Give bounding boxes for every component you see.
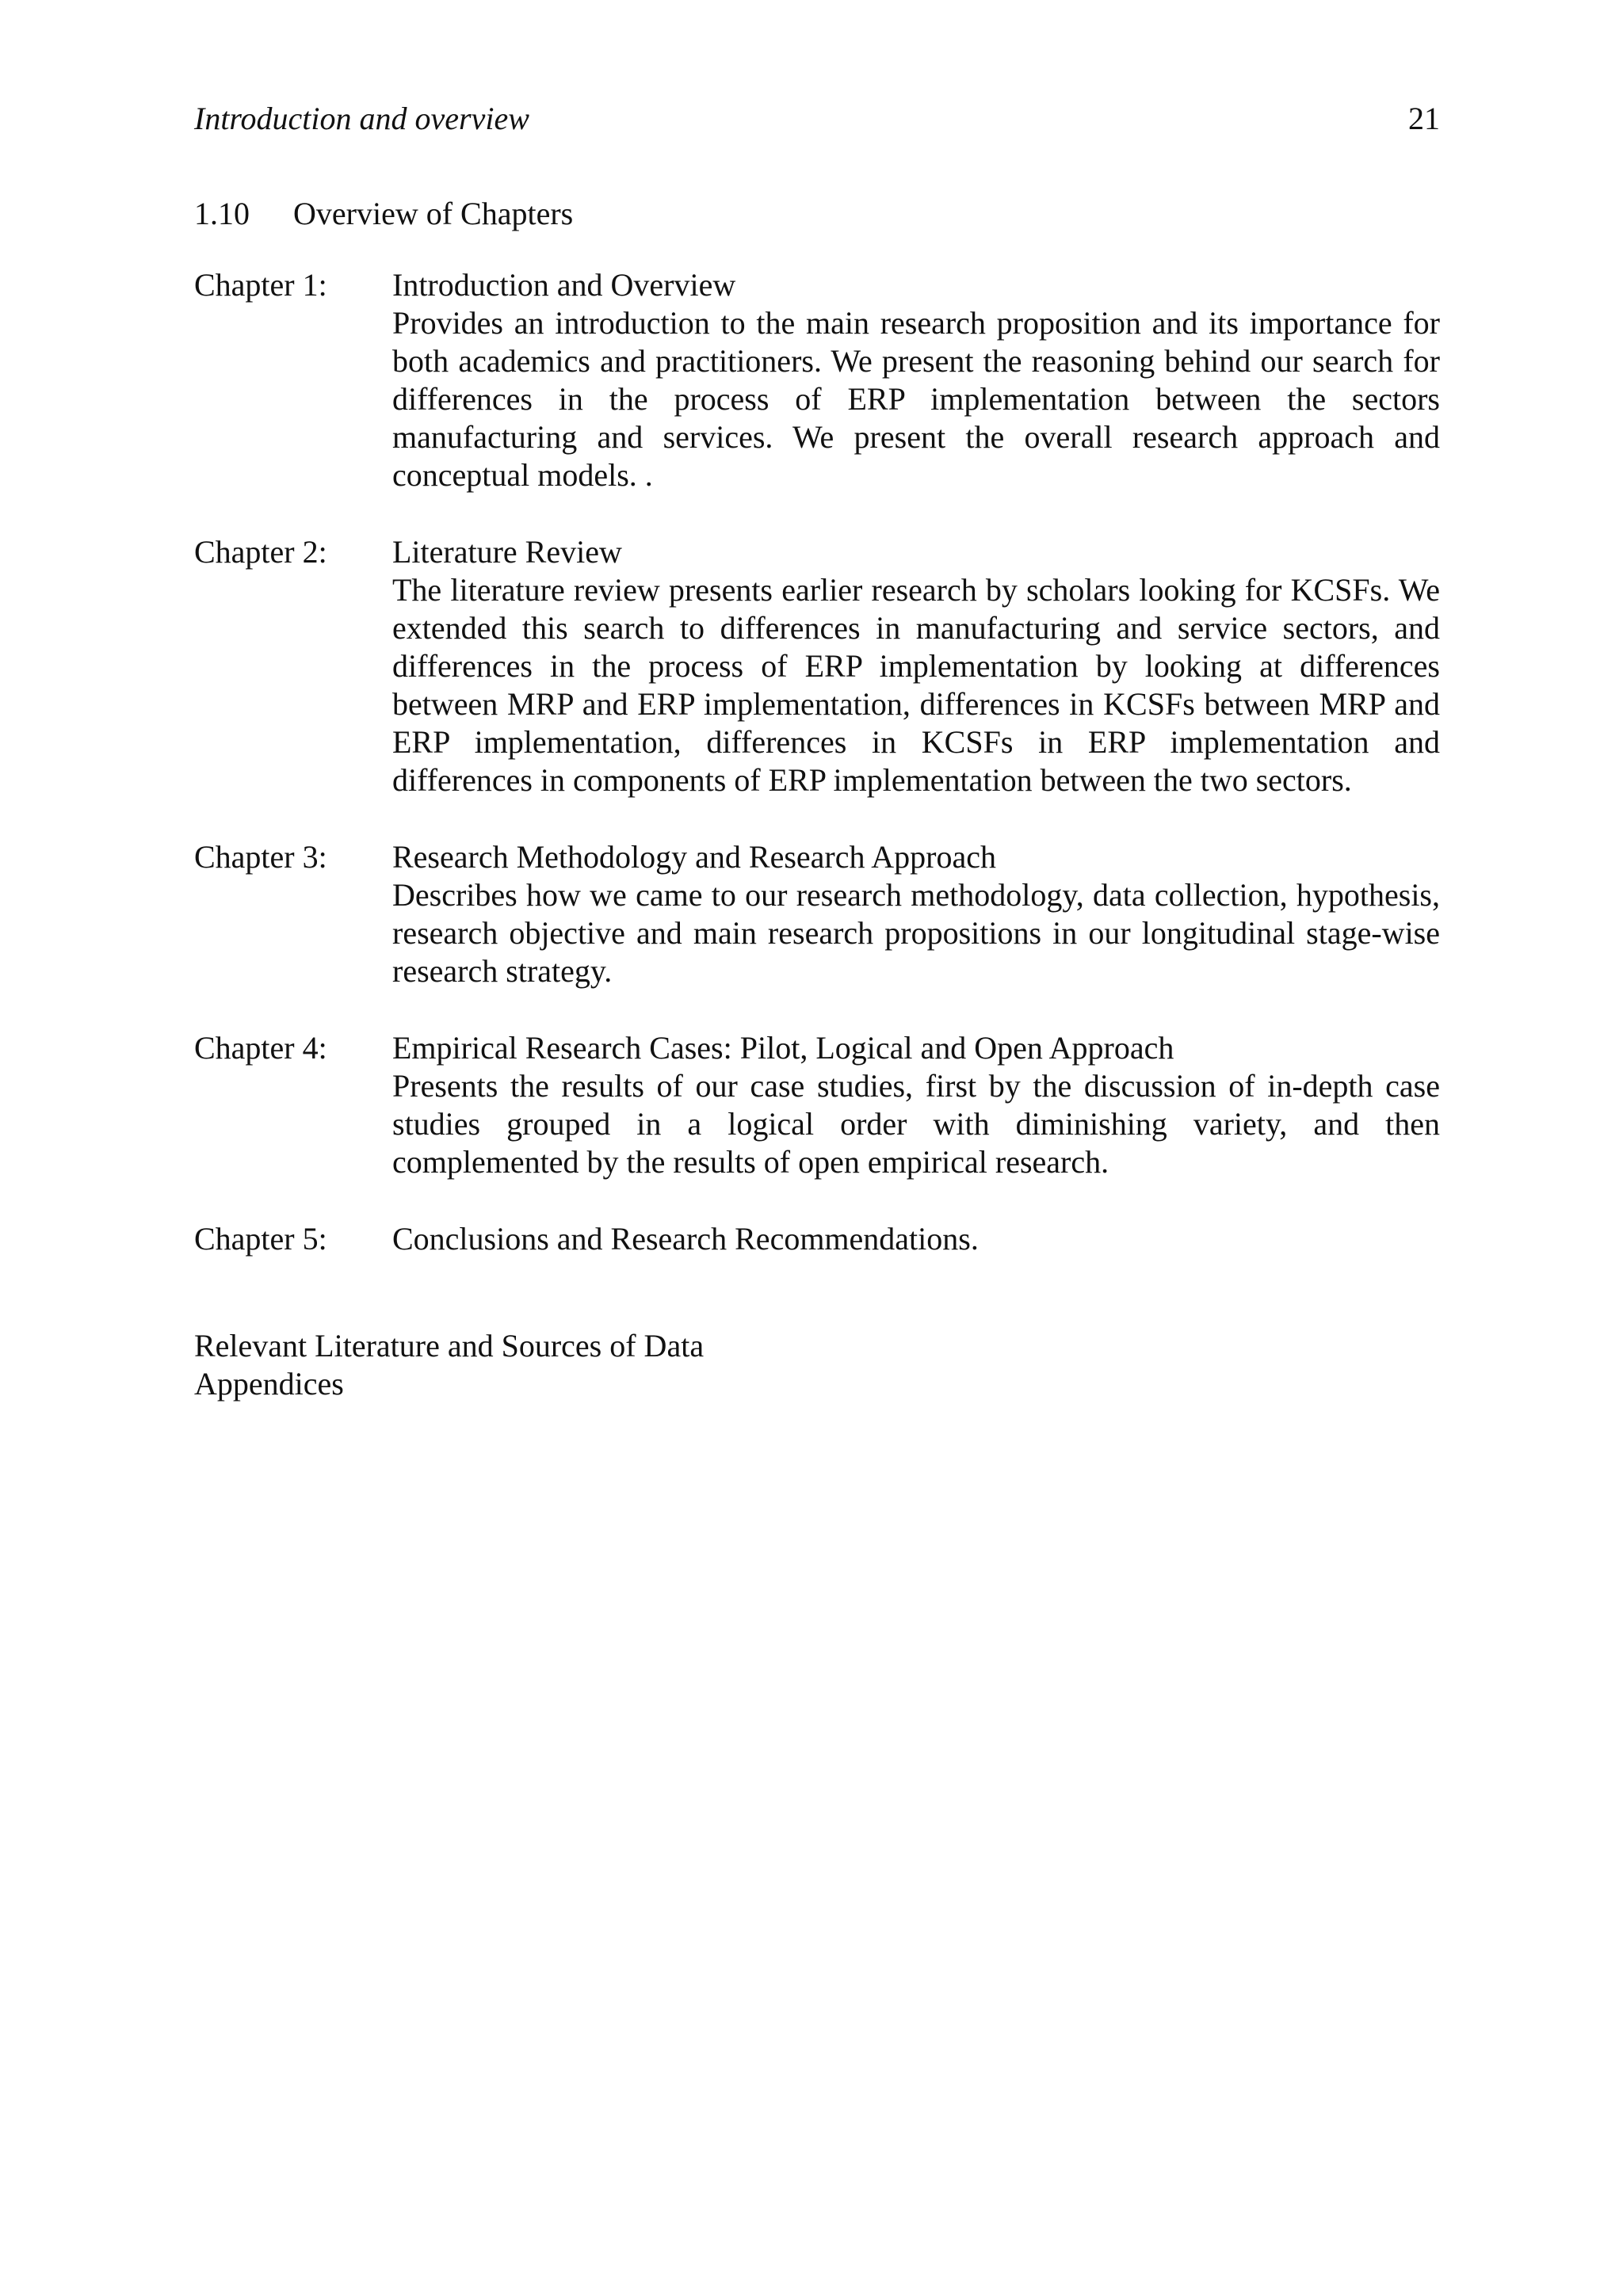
chapter-label: Chapter 2: xyxy=(194,534,327,570)
chapter-body xyxy=(392,266,1440,494)
chapter-entry-3 xyxy=(194,838,1440,990)
chapter-label: Chapter 5: xyxy=(194,1221,327,1257)
chapter-entry-1 xyxy=(194,266,1440,494)
section-heading xyxy=(194,190,573,238)
chapter-title: Introduction and Overview xyxy=(392,267,736,303)
chapter-title: Literature Review xyxy=(392,534,622,570)
chapter-list xyxy=(194,266,1440,1297)
chapter-entry-4 xyxy=(194,1029,1440,1181)
chapter-description: Provides an introduction to the main research proposition and its importance for both academics and practitioners. We present the reasoning behind our search for differences in the process of ERP implementation between the sectors manufacturing and services. We present the overall research approach and conceptual models. . xyxy=(392,305,1440,493)
chapter-label: Chapter 3: xyxy=(194,839,327,875)
chapter-description: The literature review presents earlier research by scholars looking for KCSFs. We extended this search to differences in manufacturing and service sectors, and differences in the process of ERP implementation by looking at differences between MRP and ERP implementation, differences in KCSFs between MRP and ERP implementation, differences in KCSFs in ERP implementation and differences in components of ERP implementation between the two sectors. xyxy=(392,572,1440,798)
document-page xyxy=(194,0,1440,2296)
section-title: Overview of Chapters xyxy=(293,196,574,231)
chapter-body xyxy=(392,1029,1440,1181)
chapter-entry-2 xyxy=(194,533,1440,799)
page-number: 21 xyxy=(1408,101,1440,136)
back-matter-literature: Relevant Literature and Sources of Data xyxy=(194,1328,705,1363)
chapter-body xyxy=(392,533,1440,799)
chapter-body xyxy=(392,838,1440,990)
chapter-entry-5 xyxy=(194,1220,1440,1258)
back-matter-appendices: Appendices xyxy=(194,1366,344,1402)
chapter-title: Empirical Research Cases: Pilot, Logical and Open Approach xyxy=(392,1030,1174,1066)
chapter-title: Research Methodology and Research Approach xyxy=(392,839,996,875)
section-number: 1.10 xyxy=(194,196,250,231)
chapter-description: Presents the results of our case studies, first by the discussion of in-depth case studies grouped in a logical order with diminishing variety, and then complemented by the results of open empirical research. xyxy=(392,1068,1440,1180)
chapter-body xyxy=(392,1220,1440,1258)
running-header-title: Introduction and overview xyxy=(194,101,529,136)
chapter-label: Chapter 1: xyxy=(194,267,327,303)
chapter-title: Conclusions and Research Recommendations. xyxy=(392,1221,979,1257)
running-header xyxy=(194,95,1440,143)
chapter-label: Chapter 4: xyxy=(194,1030,327,1066)
chapter-description: Describes how we came to our research methodology, data collection, hypothesis, research objective and main research propositions in our longitudinal stage-wise research strategy. xyxy=(392,877,1440,989)
back-matter xyxy=(194,1327,704,1403)
